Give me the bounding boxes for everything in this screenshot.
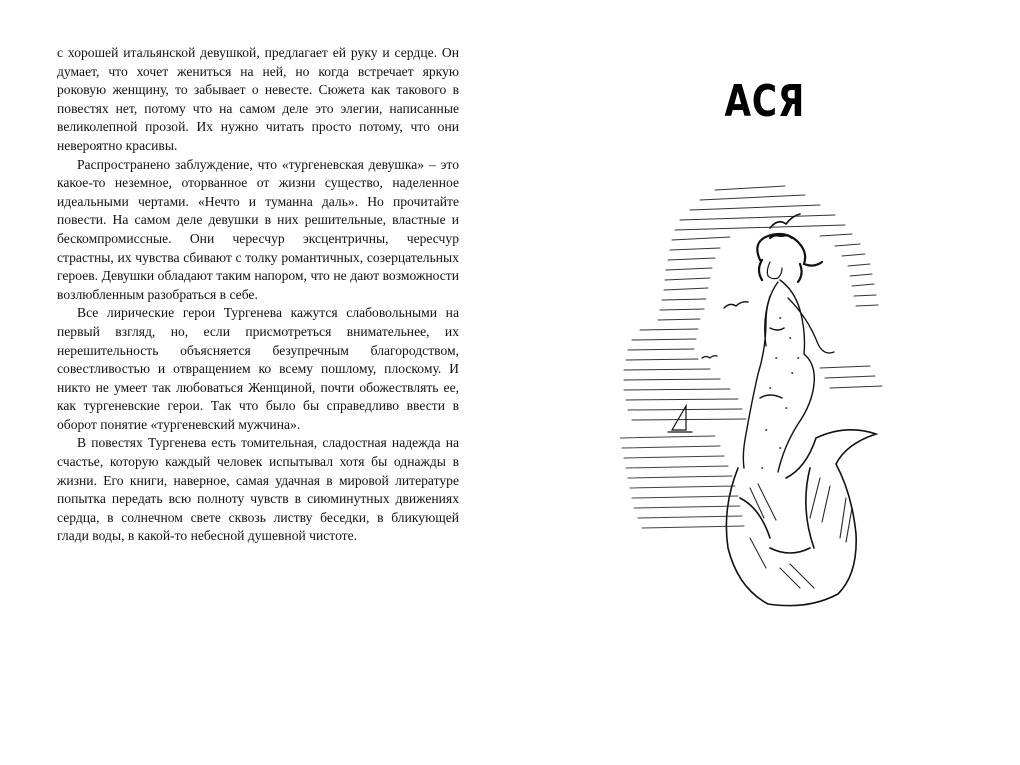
paragraph-3: Все лирические герои Тургенева кажутся слабовольными на первый взгляд, но, если присмотреться внимательнее, их нерешительность объясняется безупречным благородством, совестливостью и отвращением ко всему пошлому, плоскому. И никто не умеет так любоваться Женщиной, почти обожествлять ее, как тургеневские герои. Так что было бы справедливо ввести в оборот понятие «тургеневский мужчина». — [57, 305, 459, 432]
paragraph-2: Распространено заблуждение, что «тургеневская девушка» – это какое-то неземное, оторванное от жизни существо, наделенное идеальными чертами. «Нечто и туманна даль». Но прочитайте повести. На самом деле девушки в них решительные, властные и бескомпромиссные. Они чересчур эксцентричны, чересчур страстны, их чувства сбивают с толку романтичных, созерцательных героев. Девушки обладают таким напором, что не дают возможности возлюбленным разобраться в себе. — [57, 156, 459, 302]
bird-1 — [770, 214, 800, 228]
left-page-text — [57, 44, 459, 546]
paragraph-4: В повестях Тургенева есть томительная, сладостная надежда на счастье, которую каждый человек испытывал хотя бы однажды в жизни. Его книги, наверное, самая удачная в мировой литературе попытка передать всю полноту чувств в сиюминутных движениях сердца, в солнечном свете сквозь листву беседки, в бликующей глади воды, в какой-то небесной душевной чистоте. — [57, 435, 459, 544]
chapter-title: АСЯ — [724, 76, 806, 127]
bird-2 — [724, 302, 748, 308]
sky-hatching — [624, 186, 882, 420]
girl-on-rock-illustration — [620, 168, 920, 608]
rock-hatching — [750, 478, 852, 588]
rock — [726, 430, 876, 606]
paragraph-1: с хорошей итальянской девушкой, предлагает ей руку и сердце. Он думает, что хочет жениться на ней, но когда встречает яркую роковую женщину, то забывает о невесте. Сюжета как такового в повестях нет, потому что на самом деле это элегии, написанные великолепной прозой. Их нужно читать просто потому, что они невероятно красивы. — [57, 45, 459, 153]
dress-dots — [762, 318, 799, 468]
girl-arms — [765, 296, 834, 353]
bird-3 — [702, 356, 717, 358]
right-page — [600, 0, 930, 765]
girl-dress — [743, 280, 814, 472]
girl-face — [767, 262, 782, 279]
girl-hair — [757, 234, 822, 282]
water-hatching — [620, 436, 744, 528]
